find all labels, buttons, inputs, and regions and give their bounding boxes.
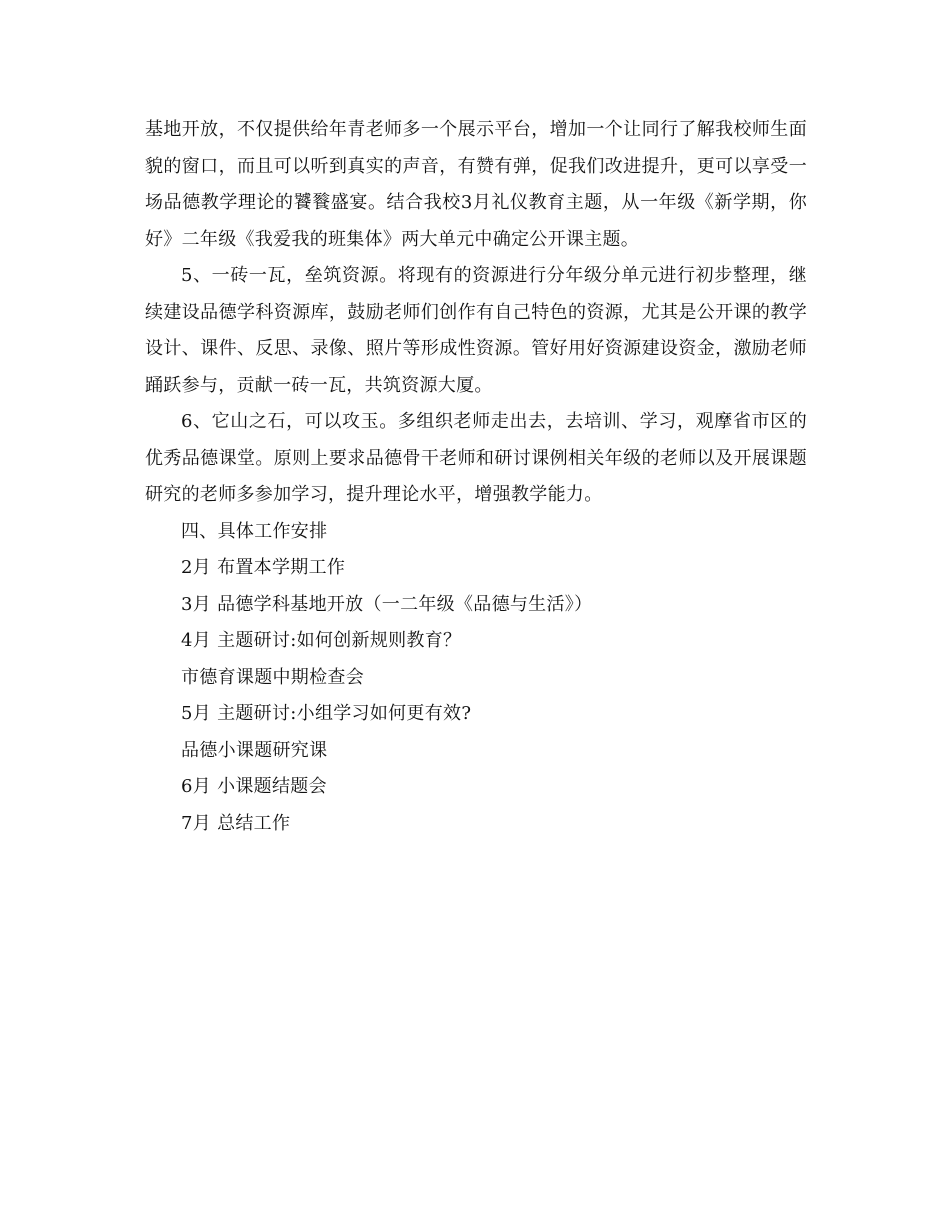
document-body bbox=[145, 112, 807, 842]
schedule-march: 3月 品德学科基地开放（一二年级《品德与生活》） bbox=[181, 593, 593, 615]
section-heading-schedule: 四、具体工作安排 bbox=[181, 520, 328, 542]
schedule-april: 4月 主题研讨:如何创新规则教育？ bbox=[181, 630, 462, 651]
schedule-june: 6月 小课题结题会 bbox=[181, 776, 327, 797]
schedule-may-extra: 品德小课题研究课 bbox=[181, 739, 328, 761]
paragraph-continuation: 基地开放，不仅提供给年青老师多一个展示平台，增加一个让同行了解我校师生面貌的窗口，而且可以听到真实的声音，有赞有弹，促我们改进提升，更可以享受一场品德教学理论的饕餮盛宴。结合我校3月礼仪教育主题，从一年级《新学期，你好》二年级《我爱我的班集体》两大单元中确定公开课主题。 bbox=[145, 119, 807, 250]
paragraph-item-6: 6、它山之石，可以攻玉。多组织老师走出去，去培训、学习，观摩省市区的优秀品德课堂。原则上要求品德骨干老师和研讨课例相关年级的老师以及开展课题研究的老师多参加学习，提升理论水平，增强教学能力。 bbox=[145, 411, 807, 505]
paragraph-item-5: 5、一砖一瓦，垒筑资源。将现有的资源进行分年级分单元进行初步整理，继续建设品德学科资源库，鼓励老师们创作有自己特色的资源，尤其是公开课的教学设计、课件、反思、录像、照片等形成性资源。管好用好资源建设资金，激励老师踊跃参与，贡献一砖一瓦，共筑资源大厦。 bbox=[145, 265, 807, 396]
schedule-february: 2月 布置本学期工作 bbox=[181, 557, 346, 578]
schedule-may: 5月 主题研讨:小组学习如何更有效? bbox=[181, 703, 472, 724]
schedule-april-extra: 市德育课题中期检查会 bbox=[181, 666, 364, 688]
schedule-july: 7月 总结工作 bbox=[181, 812, 291, 834]
